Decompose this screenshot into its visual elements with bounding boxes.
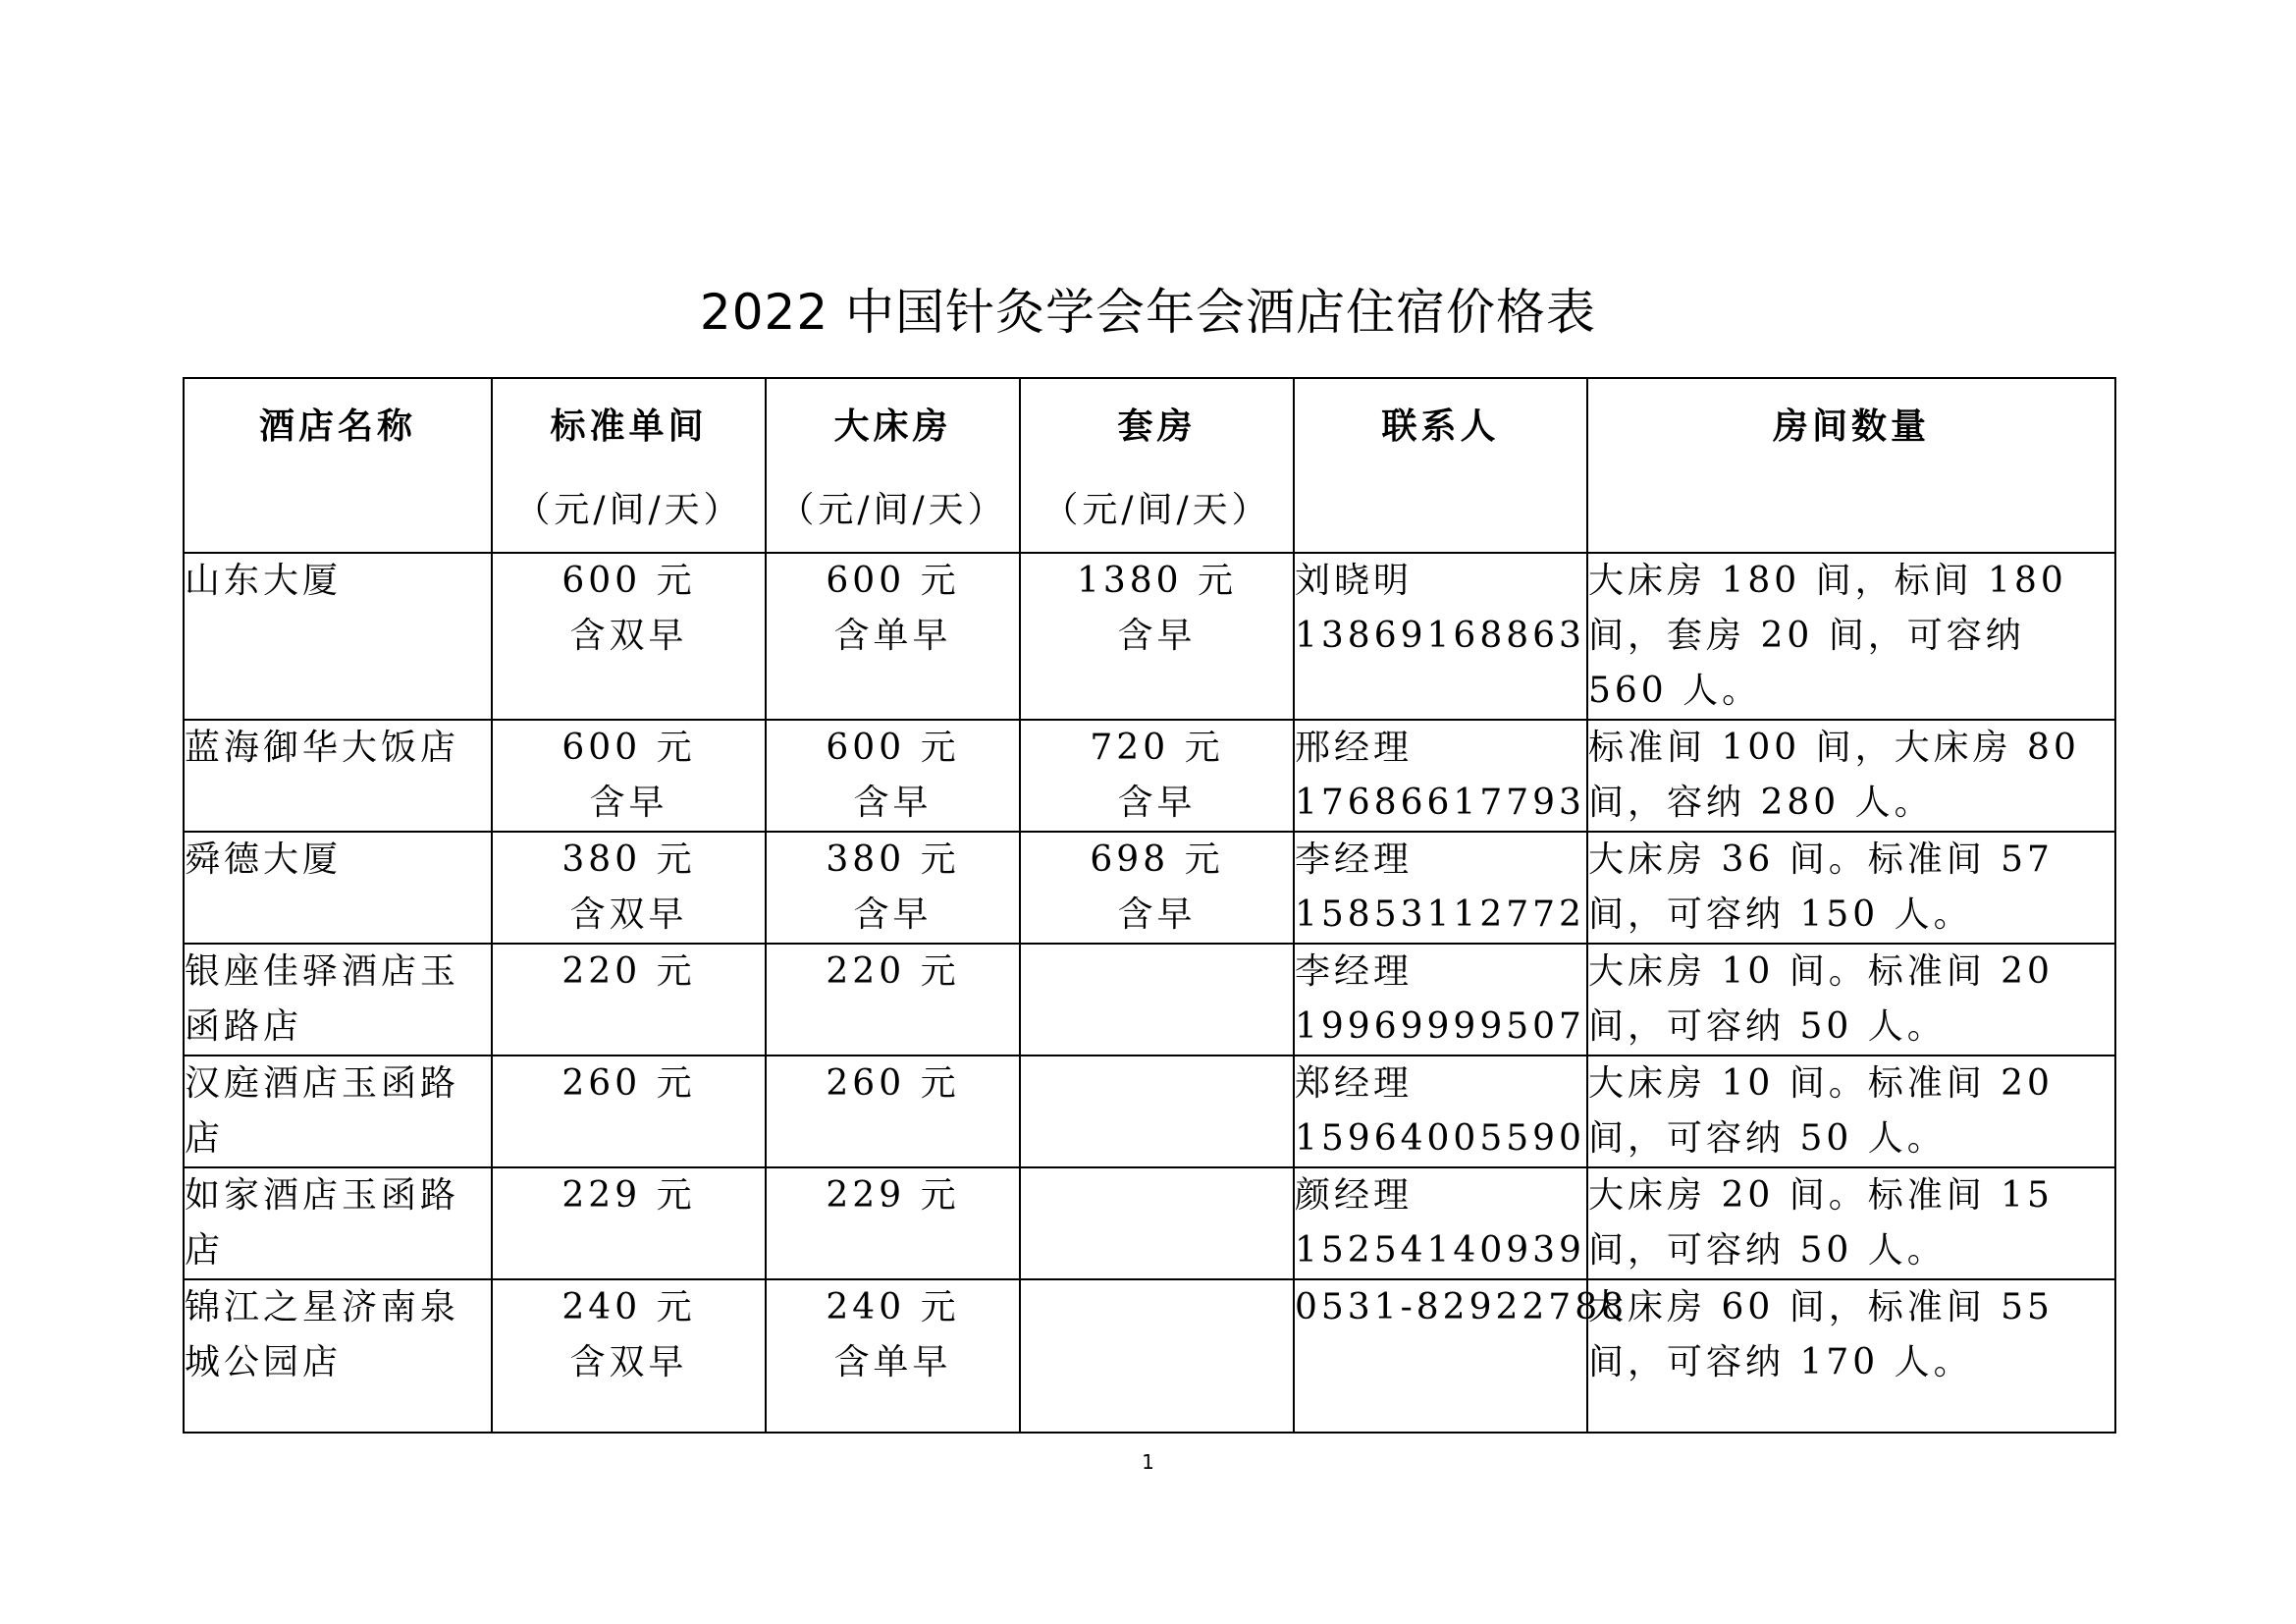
- standard-price-cell: [492, 553, 766, 720]
- standard-price-cell: [492, 1056, 766, 1167]
- hotel-name-cell: [184, 832, 492, 944]
- hotel-name-cell: [184, 1167, 492, 1279]
- hotel-name-cell: [184, 944, 492, 1056]
- header-contact: [1294, 378, 1587, 553]
- king-price-cell: [766, 1056, 1020, 1167]
- king-breakfast: 含单早: [833, 1342, 952, 1382]
- king-price: 600 元: [826, 728, 960, 768]
- king-price-cell: [766, 1279, 1020, 1433]
- header-standard-room: [492, 378, 766, 553]
- room-count: 大床房 60 间，标准间 55 间，可容纳 170 人。: [1588, 1287, 2054, 1382]
- room-count-cell: [1587, 1279, 2115, 1433]
- standard-price-cell: [492, 1279, 766, 1433]
- header-king-room-label: 大床房: [833, 406, 952, 447]
- room-count: 大床房 20 间。标准间 15 间，可容纳 50 人。: [1588, 1175, 2054, 1271]
- standard-price-cell: [492, 832, 766, 944]
- table-row: [184, 944, 2115, 1056]
- king-price: 600 元: [826, 561, 960, 601]
- suite-price-cell: [1020, 832, 1294, 944]
- header-hotel-name: [184, 378, 492, 553]
- table-row: [184, 832, 2115, 944]
- table-row: [184, 1279, 2115, 1433]
- table-row: [184, 553, 2115, 720]
- header-standard-room-label: 标准单间: [550, 406, 708, 447]
- king-price: 229 元: [826, 1175, 960, 1216]
- contact-phone: 15853112772: [1295, 894, 1585, 935]
- hotel-price-table: [183, 377, 2116, 1434]
- king-price: 240 元: [826, 1287, 960, 1327]
- header-king-room-unit: （元/间/天）: [778, 490, 1007, 530]
- suite-price: 720 元: [1090, 728, 1224, 768]
- suite-price-cell: [1020, 553, 1294, 720]
- hotel-name-cell: [184, 1279, 492, 1433]
- contact-cell: [1294, 1056, 1587, 1167]
- room-count: 标准间 100 间，大床房 80 间，容纳 280 人。: [1588, 728, 2080, 823]
- suite-price: 698 元: [1090, 839, 1224, 880]
- header-king-room: [766, 378, 1020, 553]
- king-price-cell: [766, 832, 1020, 944]
- standard-breakfast: 含双早: [569, 616, 688, 656]
- contact-phone: 19969999507: [1295, 1006, 1585, 1047]
- header-room-count: [1587, 378, 2115, 553]
- hotel-name: 蓝海御华大饭店: [185, 728, 460, 768]
- contact-name: 李经理: [1295, 839, 1414, 880]
- king-price-cell: [766, 720, 1020, 832]
- header-standard-room-unit: （元/间/天）: [514, 490, 743, 530]
- contact-name: 李经理: [1295, 951, 1414, 992]
- contact-cell: [1294, 553, 1587, 720]
- contact-cell: [1294, 944, 1587, 1056]
- king-price: 220 元: [826, 951, 960, 992]
- hotel-name: 锦江之星济南泉城公园店: [185, 1287, 460, 1382]
- hotel-name: 山东大厦: [185, 561, 343, 601]
- table-row: [184, 1056, 2115, 1167]
- table-row: [184, 720, 2115, 832]
- hotel-name-cell: [184, 1056, 492, 1167]
- header-contact-label: 联系人: [1381, 406, 1500, 447]
- contact-name: 颜经理: [1295, 1175, 1414, 1216]
- contact-name: 郑经理: [1295, 1063, 1414, 1104]
- contact-name: 邢经理: [1295, 728, 1414, 768]
- hotel-name: 银座佳驿酒店玉函路店: [185, 951, 460, 1047]
- room-count: 大床房 36 间。标准间 57 间，可容纳 150 人。: [1588, 839, 2054, 935]
- contact-phone: 15964005590: [1295, 1118, 1585, 1159]
- suite-price: 1380 元: [1076, 561, 1238, 601]
- standard-price: 600 元: [561, 728, 696, 768]
- room-count-cell: [1587, 553, 2115, 720]
- king-breakfast: 含早: [853, 894, 933, 935]
- king-price: 260 元: [826, 1063, 960, 1104]
- contact-name: 0531-82922788: [1295, 1287, 1629, 1327]
- contact-cell: [1294, 720, 1587, 832]
- room-count: 大床房 10 间。标准间 20 间，可容纳 50 人。: [1588, 1063, 2054, 1159]
- hotel-name: 汉庭酒店玉函路店: [185, 1063, 460, 1159]
- hotel-name-cell: [184, 720, 492, 832]
- suite-breakfast: 含早: [1117, 894, 1197, 935]
- header-hotel-name-label: 酒店名称: [258, 406, 416, 447]
- standard-price: 220 元: [561, 951, 696, 992]
- hotel-name: 如家酒店玉函路店: [185, 1175, 460, 1271]
- suite-price-cell: [1020, 944, 1294, 1056]
- suite-price-cell: [1020, 1279, 1294, 1433]
- king-price: 380 元: [826, 839, 960, 880]
- king-price-cell: [766, 944, 1020, 1056]
- table-row: [184, 1167, 2115, 1279]
- contact-phone: 13869168863: [1295, 616, 1585, 656]
- room-count-cell: [1587, 720, 2115, 832]
- suite-breakfast: 含早: [1117, 783, 1197, 823]
- suite-price-cell: [1020, 1056, 1294, 1167]
- contact-cell: [1294, 1279, 1629, 1433]
- room-count-cell: [1587, 832, 2115, 944]
- contact-phone: 17686617793: [1295, 783, 1585, 823]
- king-price-cell: [766, 553, 1020, 720]
- standard-breakfast: 含双早: [569, 1342, 688, 1382]
- page-number: 1: [1142, 1450, 1154, 1474]
- room-count-cell: [1587, 944, 2115, 1056]
- room-count: 大床房 180 间，标间 180 间，套房 20 间，可容纳 560 人。: [1588, 561, 2067, 711]
- header-suite: [1020, 378, 1294, 553]
- room-count-cell: [1587, 1056, 2115, 1167]
- standard-price: 600 元: [561, 561, 696, 601]
- suite-breakfast: 含早: [1117, 616, 1197, 656]
- standard-price: 380 元: [561, 839, 696, 880]
- room-count: 大床房 10 间。标准间 20 间，可容纳 50 人。: [1588, 951, 2054, 1047]
- contact-phone: 15254140939: [1295, 1230, 1585, 1271]
- header-room-count-label: 房间数量: [1772, 406, 1930, 447]
- hotel-name-cell: [184, 553, 492, 720]
- room-count-cell: [1587, 1167, 2115, 1279]
- page-title: 2022 中国针灸学会年会酒店住宿价格表: [699, 284, 1597, 341]
- king-price-cell: [766, 1167, 1020, 1279]
- suite-price-cell: [1020, 1167, 1294, 1279]
- hotel-name: 舜德大厦: [185, 839, 343, 880]
- suite-price-cell: [1020, 720, 1294, 832]
- standard-price-cell: [492, 1167, 766, 1279]
- table-header-row: [184, 378, 2115, 553]
- king-breakfast: 含早: [853, 783, 933, 823]
- contact-cell: [1294, 1167, 1587, 1279]
- standard-price-cell: [492, 720, 766, 832]
- standard-breakfast: 含双早: [569, 894, 688, 935]
- standard-price: 240 元: [561, 1287, 696, 1327]
- header-suite-unit: （元/间/天）: [1042, 490, 1271, 530]
- standard-price: 260 元: [561, 1063, 696, 1104]
- contact-name: 刘晓明: [1295, 561, 1414, 601]
- king-breakfast: 含单早: [833, 616, 952, 656]
- standard-price-cell: [492, 944, 766, 1056]
- standard-breakfast: 含早: [589, 783, 668, 823]
- standard-price: 229 元: [561, 1175, 696, 1216]
- header-suite-label: 套房: [1117, 406, 1197, 447]
- contact-cell: [1294, 832, 1587, 944]
